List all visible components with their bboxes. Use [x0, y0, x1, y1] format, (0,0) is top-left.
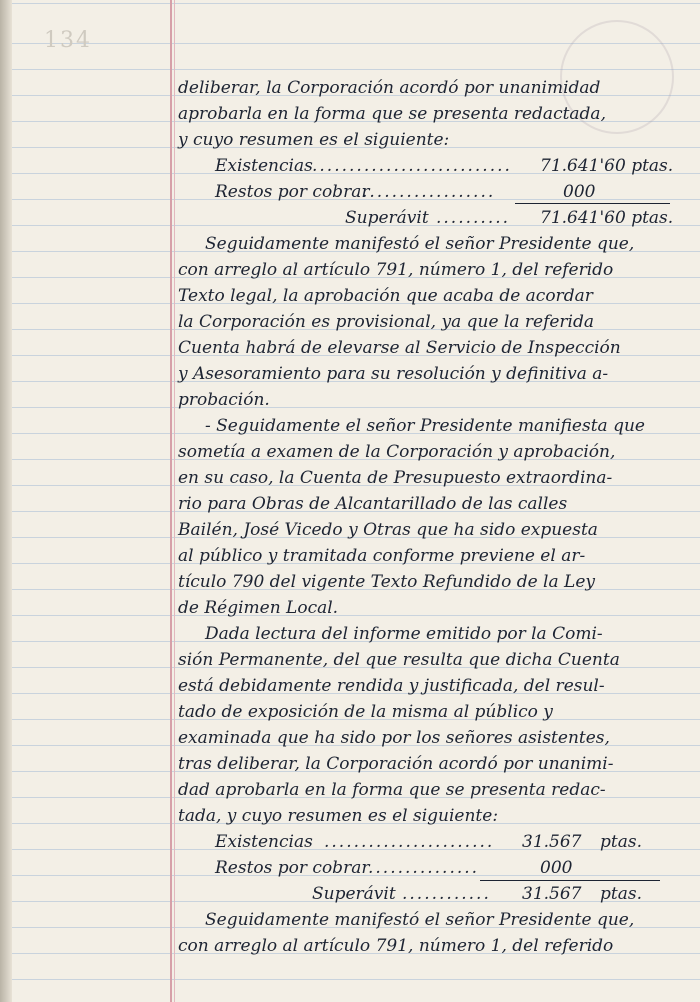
text-line: Bailén, José Vicedo y Otras que ha sido expuesta: [178, 520, 598, 540]
text-line: tículo 790 del vigente Texto Refundido de la Ley: [178, 572, 595, 592]
existencias-label: Existencias: [215, 832, 313, 852]
dot-leader: ............: [402, 884, 491, 904]
text-line: la Corporación es provisional, ya que la referida: [178, 312, 595, 332]
existencias-label: Existencias: [215, 156, 313, 176]
text-line: y Asesoramiento para su resolución y definitiva a-: [178, 364, 609, 384]
text-line: con arreglo al artículo 791, número 1, del referido: [178, 260, 614, 280]
text-line: rio para Obras de Alcantarillado de las calles: [178, 494, 568, 514]
text-line: tras deliberar, la Corporación acordó por unanimi-: [178, 754, 614, 774]
text-line: deliberar, la Corporación acordó por unanimidad: [178, 78, 601, 98]
text-line: en su caso, la Cuenta de Presupuesto extraordina-: [178, 468, 613, 488]
text-line: sión Permanente, del que resulta que dicha Cuenta: [178, 650, 620, 670]
margin-rule: [170, 0, 172, 1002]
text-line: Cuenta habrá de elevarse al Servicio de Inspección: [178, 338, 621, 358]
text-line: - Seguidamente el señor Presidente manifiesta que: [205, 416, 645, 436]
margin-rule-secondary: [174, 0, 175, 1002]
sum-rule: [480, 880, 660, 881]
dot-leader: .......................: [324, 832, 495, 852]
existencias-value: 71.641'60 ptas.: [540, 156, 674, 176]
restos-label: Restos por cobrar: [215, 858, 370, 878]
text-line: tado de exposición de la misma al público y: [178, 702, 553, 722]
text-line: dad aprobarla en la forma que se presenta redac-: [178, 780, 606, 800]
superavit-label: Superávit: [345, 208, 429, 228]
text-line: probación.: [178, 390, 270, 410]
page-number: 134: [44, 28, 92, 53]
text-line: examinada que ha sido por los señores asistentes,: [178, 728, 610, 748]
text-line: está debidamente rendida y justificada, del resul-: [178, 676, 605, 696]
superavit-value: 31.567: [522, 884, 582, 904]
dot-leader: ..................: [362, 182, 496, 202]
text-line: de Régimen Local.: [178, 598, 339, 618]
text-line: sometía a examen de la Corporación y aprobación,: [178, 442, 616, 462]
page-binding: [0, 0, 12, 1002]
text-line: con arreglo al artículo 791, número 1, del referido: [178, 936, 614, 956]
text-line: aprobarla en la forma que se presenta redactada,: [178, 104, 606, 124]
text-line: y cuyo resumen es el siguiente:: [178, 130, 450, 150]
existencias-value: 31.567: [522, 832, 582, 852]
text-line: tada, y cuyo resumen es el siguiente:: [178, 806, 499, 826]
dot-leader: ...............: [368, 858, 480, 878]
dot-leader: ...........................: [312, 156, 512, 176]
text-line: al público y tramitada conforme previene el ar-: [178, 546, 586, 566]
superavit-unit: ptas.: [600, 884, 642, 904]
restos-value: 000: [563, 182, 596, 202]
text-line: Texto legal, la aprobación que acaba de acordar: [178, 286, 593, 306]
superavit-value: 71.641'60 ptas.: [540, 208, 674, 228]
superavit-label: Superávit: [312, 884, 396, 904]
dot-leader: ..........: [436, 208, 511, 228]
text-line: Dada lectura del informe emitido por la Comi-: [205, 624, 603, 644]
restos-value: 000: [540, 858, 573, 878]
text-line: Seguidamente manifestó el señor Presidente que,: [205, 910, 635, 930]
sum-rule: [515, 203, 670, 204]
restos-label: Restos por cobrar: [215, 182, 370, 202]
text-line: Seguidamente manifestó el señor Presidente que,: [205, 234, 635, 254]
existencias-unit: ptas.: [600, 832, 642, 852]
